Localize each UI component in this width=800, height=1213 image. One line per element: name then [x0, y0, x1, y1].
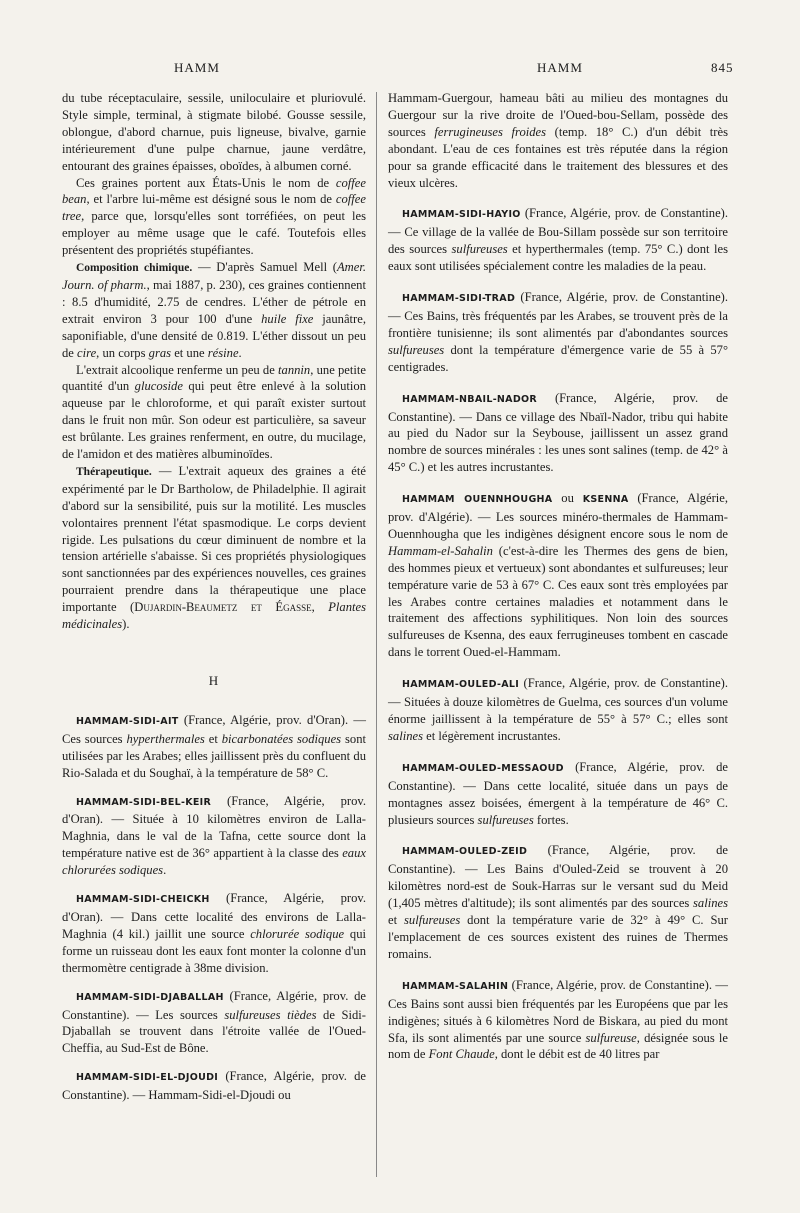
running-head-center: HAMM [537, 60, 583, 75]
entry-hammam-sidi-djaballah: HAMMAM-SIDI-DJABALLAH (France, Algérie, prov. de Constantine). — Les sources sulfureuses tièdes de Sidi-Djaballah se trouvent dans l'étroite vallée de l'Oued-Cheffia, au Sud-Est de Bône. [62, 988, 366, 1056]
paragraph: L'extrait alcoolique renferme un peu de tannin, une petite quantité d'un glucoside qui peut être enlevé à la solution aqueuse par le chloroforme, et qui paraît exister surtout dans le fruit non mûr. Son odeur est particulière, sa saveur est brûlante. Les graines renferment, en outre, du mucilage, de l'amidon et des matières albuminoïdes. [62, 362, 367, 462]
entry-headword: HAMMAM-SIDI-CHEICKH [76, 894, 210, 906]
entry-headword-alt: KSENNA [582, 494, 629, 506]
entry-hammam-nbail-nador: HAMMAM-NBAIL-NADOR (France, Algérie, prov. de Constantine). — Dans ce village des Nbaïl-Nador, tribu qui habite au pied du Nador sur la Seybouse, jaillissent un assez grand nombre de sources minérales : les unes sont salines (temp. de 42° à 45° C.) et les autres incrustantes. [388, 390, 728, 475]
paragraph: Ces graines portent aux États-Unis le nom de coffee bean, et l'arbre lui-même est désigné sous le nom de coffee tree, parce que, lorsqu'elles sont torréfiées, on peut les employer au même usage que le café. Toutefois elles présentent des propriétés stupéfiantes. [62, 175, 366, 258]
entry-hammam-ouennhougha: HAMMAM OUENNHOUGHA ou KSENNA (France, Algérie, prov. d'Algérie). — Les sources minéro-thermales de Hammam-Ouennhougha que les indigènes désignent encore sous le nom de Hammam-el-Sahalin (c'est-à-dire les Thermes des gens de bien, des hommes pieux et vertueux) sont abondantes et sulfureuses; leur température varie de 53 à 67° C. Ces eaux sont très employées par les Arabes contre certaines maladies et notamment dans le traitement des affections syphilitiques. Non loin des sources sulfureuses de Ksenna, des eaux ferrugineuses tombent en cascade dans le torrent Oued-el-Hammam. [388, 491, 729, 660]
entry-hammam-ouled-ali: HAMMAM-OULED-ALI (France, Algérie, prov. de Constantine). — Situées à douze kilomètres de Guelma, ces sources d'un volume énorme jaillissent à la température de 55° à 57° C.; elles sont salines et légèrement incrustantes. [388, 676, 728, 743]
running-head-left: HAMM [174, 60, 220, 75]
entry-headword: HAMMAM-SIDI-TRAD [402, 293, 516, 305]
entry-hammam-ouled-messaoud: HAMMAM-OULED-MESSAOUD (France, Algérie, prov. de Constantine). — Dans cette localité, située dans un pays de montagnes assez boisées, émergent à la température de 46° C. plusieurs sources sulfureuses fortes. [388, 759, 728, 827]
entry-headword: HAMMAM OUENNHOUGHA [402, 494, 553, 506]
entry-headword: HAMMAM-SIDI-EL-DJOUDI [76, 1072, 219, 1084]
entry-headword: HAMMAM-SIDI-AIT [76, 715, 179, 727]
section-heading: Thérapeutique. [76, 465, 152, 478]
page-number: 845 [711, 60, 734, 75]
paragraph-composition: Composition chimique. — D'après Samuel Mell (Amer. Journ. of pharm., mai 1887, p. 230), ces graines contiennent : 8.5 d'humidité, 2.75 de cendres. L'éther de pétrole en extrait environ 3 pour 100 d'une huile fixe jaunâtre, saponifiable, d'une densité de 0.819. L'éther dissout un peu de cire, un corps gras et une résine. [62, 260, 366, 360]
section-letter: H [208, 673, 220, 688]
paragraph: du tube réceptaculaire, sessile, uniloculaire et pluriovulé. Style simple, terminal, à stigmate bilobé. Gousse sessile, oblongue, d'abord charnue, puis ligneuse, bivalve, garnie intérieurement d'une pulpe charnue, jaune verdâtre, entourant des graines épaisses, oboïdes, à albumen corné. [62, 91, 366, 173]
section-heading: Composition chimique. [76, 262, 193, 275]
entry-headword: HAMMAM-SIDI-BEL-KEIR [76, 796, 212, 808]
entry-headword: HAMMAM-OULED-MESSAOUD [402, 762, 564, 774]
paragraph: Hammam-Guergour, hameau bâti au milieu des montagnes du Guergour sur la rive droite de l'Oued-bou-Sellam, possède des sources ferrugineuses froides (temp. 18° C.) d'un débit très abondant. L'eau de ces fontaines est très réputée dans la région pour sa grande efficacité dans le traitement des blessures et des vieux ulcères. [388, 91, 728, 190]
left-column [62, 90, 366, 1104]
entry-hammam-sidi-cheickh: HAMMAM-SIDI-CHEICKH (France, Algérie, prov. d'Oran). — Dans cette localité des environs de Lalla-Maghnia (4 kil.) jaillit une source chlorurée sodique qui forme un ruisseau dont les eaux font monter la colonne d'un thermomètre centigrade à 38me division. [62, 891, 366, 975]
entry-headword: HAMMAM-SIDI-HAYIO [402, 209, 521, 221]
entry-hammam-ouled-zeid: HAMMAM-OULED-ZEID (France, Algérie, prov. de Constantine). — Les Bains d'Ouled-Zeid se trouvent à 20 kilomètres nord-est de Souk-Harras sur le versant sud du Meid (1,405 mètres d'altitude); ils sont alimentés par des sources salines et sulfureuses dont la température varie de 32° à 49° C. Sur l'emplacement de ces sources existent des ruines de Thermes romains. [388, 843, 728, 961]
paragraph-therapeutique: Thérapeutique. — L'extrait aqueux des graines a été expérimenté par le Dr Bartholow, de Philadelphie. Il agirait d'abord sur la sensibilité, puis sur la motilité. Les muscles volontaires prennent l'état spasmodique. Le corps devient rigide. Les pulsations du cœur diminuent de nombre et la tension artérielle s'abaisse. Si ces propriétés physiologiques sont sanctionnées par des expériences nouvelles, ces graines pourraient prendre dans la thérapeutique une place importante (Dujardin-Beaumetz et Égasse, Plantes médicinales). [62, 463, 366, 632]
entry-headword: HAMMAM-NBAIL-NADOR [402, 393, 538, 405]
entry-hammam-sidi-trad: HAMMAM-SIDI-TRAD (France, Algérie, prov. de Constantine). — Ces Bains, très fréquentés par les Arabes, se trouvent près de la frontière tunisienne; ils sont alimentés par d'abondantes sources sulfureuses dont la température d'émergence varie de 55 à 57° centigrades. [388, 290, 728, 374]
entry-headword: HAMMAM-OULED-ZEID [402, 846, 528, 858]
entry-headword: HAMMAM-OULED-ALI [402, 679, 520, 691]
entry-hammam-sidi-bel-keir: HAMMAM-SIDI-BEL-KEIR (France, Algérie, prov. d'Oran). — Située à 10 kilomètres environ de Lalla-Maghnia, dans le val de la Tafna, cette source dont la température native est de 36° appartient à la classe des eaux chlorurées sodiques. [62, 793, 366, 878]
entry-hammam-sidi-hayio: HAMMAM-SIDI-HAYIO (France, Algérie, prov. de Constantine). — Ce village de la vallée de Bou-Sillam possède sur son territoire des sources sulfureuses et hyperthermales (temp. 75° C.) dont les eaux sont utilisées spécialement contre les maladies de la peau. [388, 206, 728, 274]
entry-hammam-sidi-ait: HAMMAM-SIDI-AIT (France, Algérie, prov. d'Oran). — Ces sources hyperthermales et bicarbonatées sodiques sont utilisées par les Arabes; elles jaillissent près du confluent du Rio-Salada et du Soughaï, à la température de 58° C. [62, 712, 366, 780]
entry-hammam-salahin: HAMMAM-SALAHIN (France, Algérie, prov. de Constantine). — Ces Bains sont aussi bien fréquentés par les Européens que par les indigènes; situés à 6 kilomètres Nord de Biskara, au pied du mont Sfa, ils sont alimentés par une source sulfureuse, désignée sous le nom de Font Chaude, dont le débit est de 40 litres par [388, 977, 729, 1062]
right-column [388, 90, 728, 1063]
column-divider [376, 92, 377, 1177]
entry-headword: HAMMAM-SALAHIN [402, 980, 509, 992]
entry-hammam-sidi-el-djoudi: HAMMAM-SIDI-EL-DJOUDI (France, Algérie, prov. de Constantine). — Hammam-Sidi-el-Djoudi ou [62, 1069, 366, 1103]
entry-headword: HAMMAM-SIDI-DJABALLAH [76, 991, 224, 1003]
